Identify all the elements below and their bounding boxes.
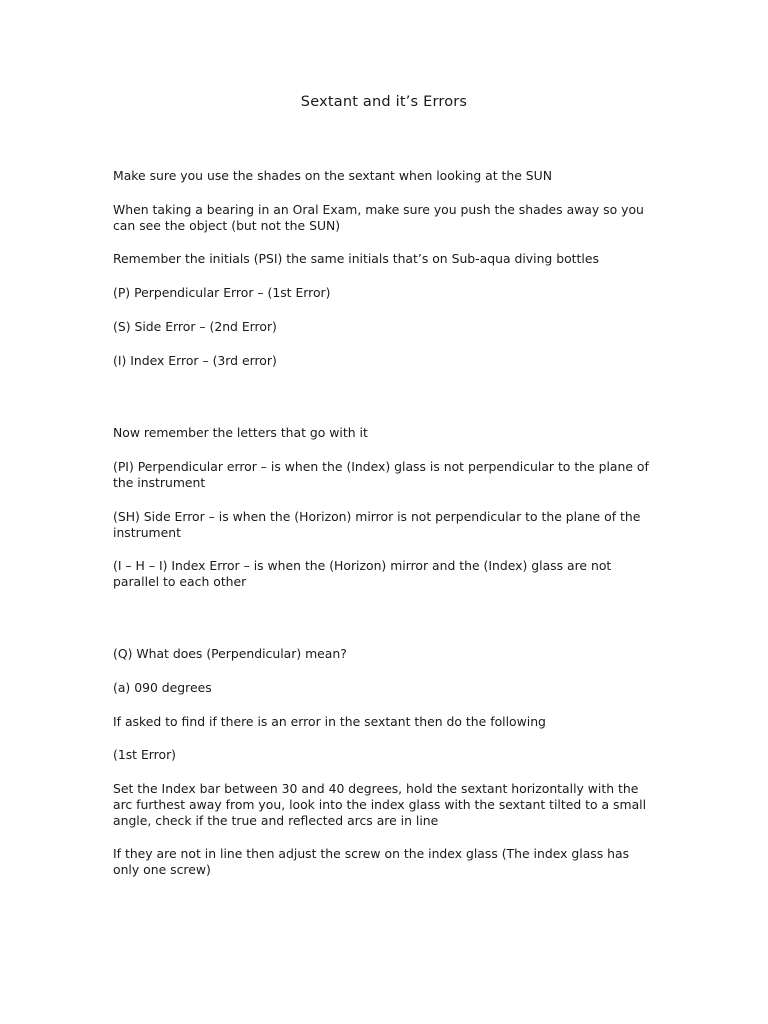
paragraph-find-error: If asked to find if there is an error in the sextant then do the following [113, 714, 546, 729]
paragraph-answer: (a) 090 degrees [113, 680, 212, 695]
paragraph-perpendicular-error: (P) Perpendicular Error – (1st Error) [113, 285, 331, 300]
paragraph-index-error: (I) Index Error – (3rd error) [113, 353, 277, 368]
paragraph-index-bar-procedure: Set the Index bar between 30 and 40 degrees, hold the sextant horizontally with the arc furthest away from you, look into the index glass with the sextant tilted to a small angle, check if the true and reflected arcs are in line [113, 781, 647, 828]
paragraph-question: (Q) What does (Perpendicular) mean? [113, 646, 347, 661]
paragraph-remember-letters: Now remember the letters that go with it [113, 425, 368, 440]
paragraph-pi-definition: (PI) Perpendicular error – is when the (Index) glass is not perpendicular to the plane of the instrument [113, 459, 649, 490]
paragraph-side-error: (S) Side Error – (2nd Error) [113, 319, 277, 334]
paragraph-sh-definition: (SH) Side Error – is when the (Horizon) mirror is not perpendicular to the plane of the instrument [113, 509, 641, 540]
document-title: Sextant and it’s Errors [300, 94, 468, 110]
paragraph-sun-shades: Make sure you use the shades on the sextant when looking at the SUN [113, 168, 552, 183]
paragraph-ihi-definition: (I – H – I) Index Error – is when the (Horizon) mirror and the (Index) glass are not parallel to each other [113, 558, 612, 589]
paragraph-psi-initials: Remember the initials (PSI) the same initials that’s on Sub-aqua diving bottles [113, 251, 599, 266]
paragraph-oral-exam: When taking a bearing in an Oral Exam, make sure you push the shades away so you can see the object (but not the SUN) [113, 202, 644, 233]
paragraph-adjust-screw: If they are not in line then adjust the screw on the index glass (The index glass has only one screw) [113, 846, 630, 877]
paragraph-first-error-heading: (1st Error) [113, 747, 177, 762]
